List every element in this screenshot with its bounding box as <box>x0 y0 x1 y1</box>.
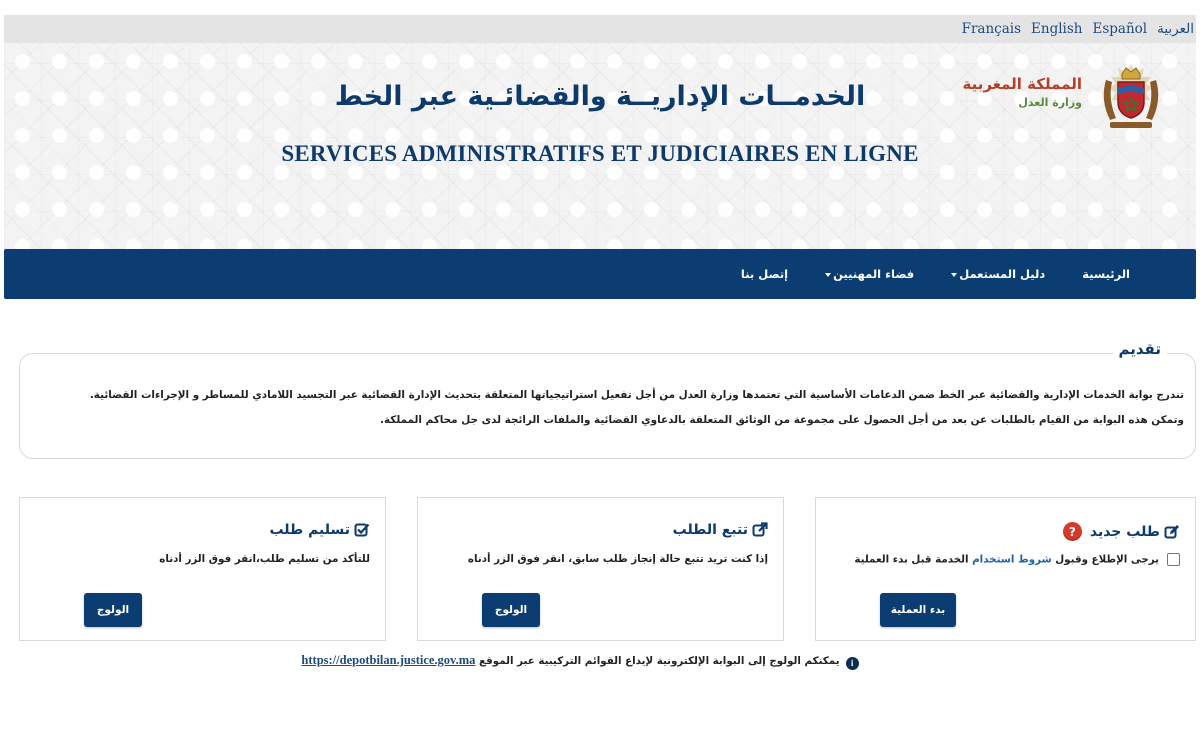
language-bar <box>4 15 1196 43</box>
submit-access-button[interactable]: الولوج <box>84 593 142 627</box>
track-access-button[interactable]: الولوج <box>482 593 540 627</box>
nav-user-guide-label: دليل المستعمل <box>959 267 1046 281</box>
accept-terms-checkbox[interactable] <box>1167 553 1180 566</box>
card-submit-title <box>269 522 370 538</box>
intro-paragraph-1: تندرج بوابة الخدمات الإدارية والقضائية عبر الخط ضمن الدعامات الأساسية التي تعتمدها وزارة العدل من أجل تفعيل استراتيجياتها المتعلقة بتحديث الإدارة القضائية عبر التجسيد اللامادي للمساطر و الإجراءات القضائية. <box>89 389 1184 401</box>
card-track-request <box>417 497 784 641</box>
terms-link[interactable]: شروط استخدام <box>972 553 1052 566</box>
info-icon: i <box>846 657 859 670</box>
chevron-down-icon <box>951 273 957 277</box>
lang-spanish-link[interactable]: Español <box>1092 21 1148 37</box>
intro-section <box>19 340 1196 459</box>
ministry-label: وزارة العدل <box>1018 96 1082 109</box>
main-navbar <box>4 249 1196 299</box>
help-icon[interactable]: ? <box>1063 522 1082 541</box>
nav-professionals[interactable] <box>825 267 914 281</box>
card-track-title <box>673 522 768 538</box>
depot-bilan-link[interactable]: https://depotbilan.justice.gov.ma <box>301 653 476 667</box>
nav-menu <box>704 249 1130 299</box>
lang-english-link[interactable]: English <box>1031 21 1083 37</box>
chevron-down-icon <box>825 273 831 277</box>
site-title-french: SERVICES ADMINISTRATIFS ET JUDICIAIRES EN LIGNE <box>281 141 919 166</box>
card-track-text: إذا كنت تريد تتبع حالة إنجاز طلب سابق، انقر فوق الزر أدناه <box>467 553 768 565</box>
external-link-icon <box>752 522 768 538</box>
lang-french-link[interactable]: Français <box>961 21 1022 37</box>
coat-of-arms-icon <box>1096 60 1166 132</box>
nav-contact[interactable]: إتصل بنا <box>740 267 789 281</box>
nav-professionals-label: فضاء المهنيين <box>833 267 915 281</box>
card-new-title-text: طلب جديد <box>1089 523 1160 540</box>
card-new-title <box>1063 522 1180 541</box>
terms-prefix: يرجى الإطلاع وقبول <box>1055 553 1159 566</box>
check-square-icon <box>354 522 370 538</box>
footer-note-text: يمكنكم الولوج إلى البوابة الإلكترونية لإيداع القوائم التركيبية عبر الموقع <box>479 655 840 667</box>
kingdom-label: المملكة المغربية <box>962 75 1082 93</box>
card-submit-request <box>19 497 386 641</box>
language-links <box>952 15 1194 43</box>
start-process-button[interactable]: بدء العملية <box>880 593 956 627</box>
terms-suffix: الخدمة قبل بدء العملية <box>854 553 969 566</box>
card-submit-title-text: تسليم طلب <box>269 522 350 538</box>
nav-home[interactable]: الرئيسية <box>1082 267 1130 281</box>
nav-user-guide[interactable] <box>951 267 1045 281</box>
ministry-name <box>962 75 1082 109</box>
footer-note <box>0 653 1200 670</box>
card-submit-text: للتأكد من تسليم طلب،انقر فوق الزر أدناه <box>159 553 370 565</box>
header-banner <box>4 43 1196 249</box>
site-title-arabic: الخدمــات الإداريــة والقضائـية عبر الخط <box>334 81 866 112</box>
intro-title: تقديم <box>1113 340 1168 358</box>
edit-square-icon <box>1164 524 1180 540</box>
card-track-title-text: تتبع الطلب <box>672 522 748 538</box>
card-new-request <box>815 497 1196 641</box>
intro-paragraph-2: وتمكن هذه البوابة من القيام بالطلبات عن بعد من أجل الحصول على مجموعة من الوثائق المتعلقة بالدعاوي القضائية والملفات الرائجة لدى جل محاكم المملكة. <box>380 414 1184 426</box>
card-new-terms <box>854 553 1180 566</box>
lang-arabic-link[interactable]: العربية <box>1157 21 1194 37</box>
